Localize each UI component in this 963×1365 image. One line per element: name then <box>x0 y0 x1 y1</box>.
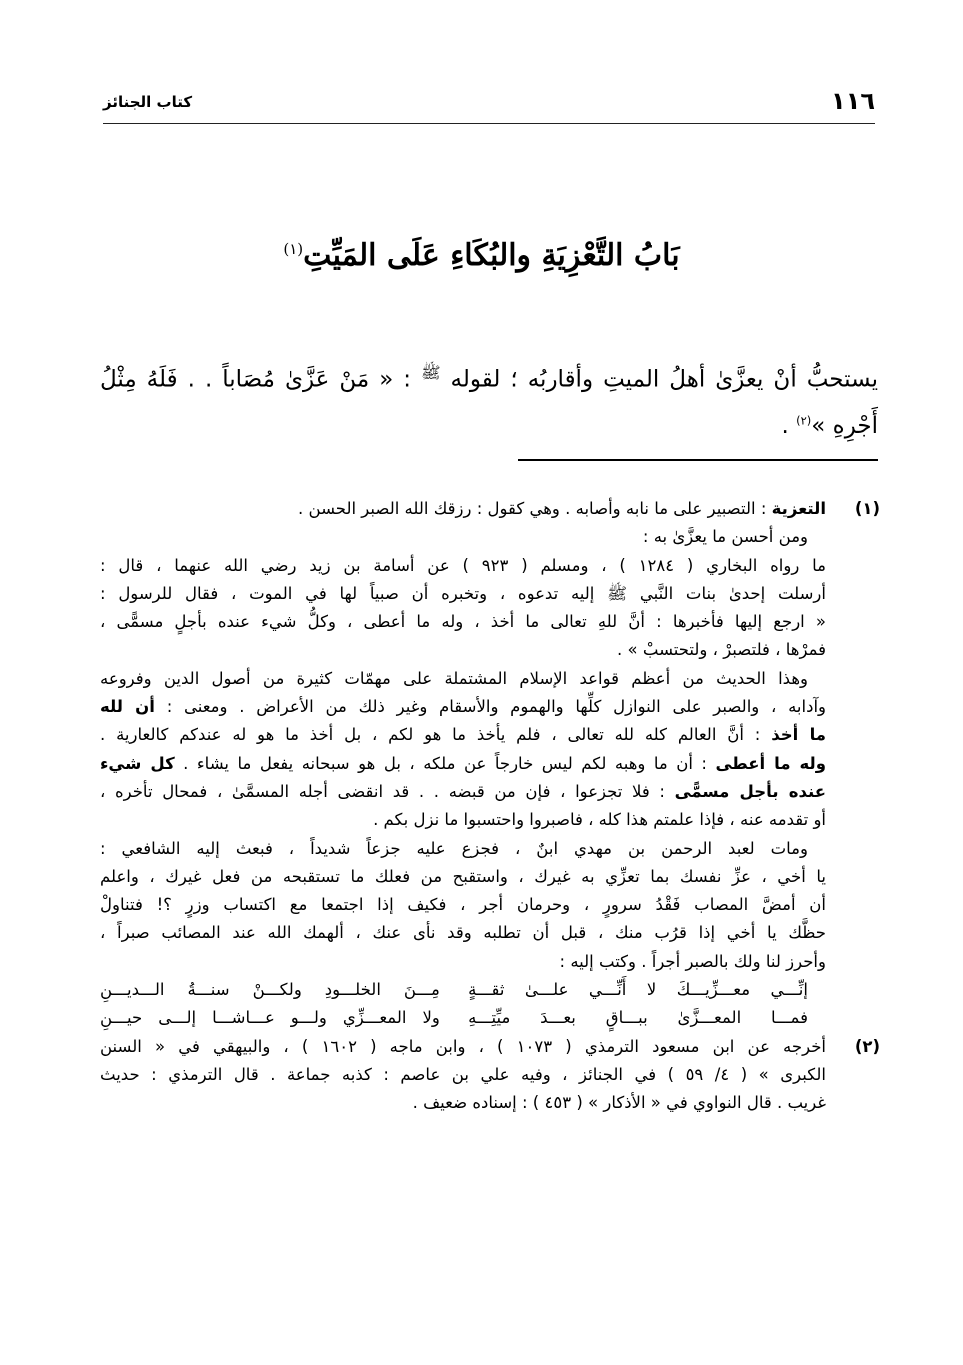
footnote-term: التعزية <box>771 499 826 518</box>
footnote-line: ومن أحسن ما يعزَّىٰ به : <box>642 527 808 547</box>
poem-first-hemistich: إنِّـــي معـــزِّيـــكَ لا أَنِّـــي علـــىٰ ثقـــةٍ <box>468 980 808 1000</box>
footnote-2 <box>100 1033 880 1118</box>
poem-second-hemistich: ولا المعـــزِّي ولـــو عـــاشـــا إلـــى حيـــنِ <box>100 1008 440 1028</box>
footnote-line: غريب . قال النواوي في « الأذكار » ( ٤٥٣ ) : إسناده ضعيف . <box>412 1093 826 1113</box>
footnote-line <box>100 721 826 749</box>
footnote-line <box>100 495 826 523</box>
poem-verse <box>100 1004 808 1032</box>
footnote-term: كل شيء <box>100 753 175 773</box>
footnotes-section <box>100 495 880 1118</box>
footnote-line: « ارجع إليها فأخبرها : أنَّ للهِ تعالى ما أخذ ، وله ما أعطى ، وكلُّ شيء عنده بأجلٍ مسمًّى ، <box>100 612 826 632</box>
poem-second-hemistich: مِـــنَ الخلـــودِ ولكـــنْ سنـــةُ الـــديـــنِ <box>100 980 440 1000</box>
footnote-line: حظَّك يا أخي إذا قرُب منك ، قبل أن تطلبه وقد نأى عنك ، ألهمك الله عند المصائب صبراً ، <box>100 923 826 943</box>
footnote-term: عنده بأجل مسمًّى <box>674 781 826 801</box>
main-paragraph <box>100 350 878 449</box>
footnote-line <box>100 750 826 778</box>
footnote-line <box>100 693 826 721</box>
footnote-marker: (٢) <box>854 1036 880 1056</box>
footnote-text: : فلا تجزعوا ، فإن من قبضه . . قد انقضى أجله المسمَّىٰ ، فمحال تأخره ، <box>100 781 665 801</box>
footnote-marker: (١) <box>854 499 880 518</box>
footnote-line <box>100 778 826 806</box>
footnote-line: أخرجه عن ابن مسعود الترمذي ( ١٠٧٣ ) ، وابن ماجه ( ١٦٠٢ ) ، والبيهقي في « السنن <box>100 1036 826 1056</box>
running-header <box>103 88 875 118</box>
header-divider <box>103 123 875 124</box>
footnote-line: أرسلت إحدىٰ بنات النَّبي ﷺ إليه تدعوه ، وتخبره أن صبياً لها في الموت ، فقال للرسول : <box>100 583 826 603</box>
poem <box>100 976 826 1033</box>
poem-verse <box>100 976 808 1004</box>
footnote-separator <box>518 459 878 461</box>
footnote-line: أن أمضَّ المصاب فَقْدُ سرورٍ ، وحرمان أجر ، فكيف إذا اجتمعا مع اكتساب وزرٍ ؟! فتناولْ <box>100 895 826 915</box>
footnote-term: أن لله <box>100 697 155 717</box>
footnote-text: وآدابه ، والصبر على النوازل كلِّها والهموم والأسقام وغير ذلك من الأعراض . ومعنى : <box>166 697 827 717</box>
footnote-line: الكبرى » ( ٤/ ٥٩ ) في الجنائز ، وفيه علي بن عاصم : كذبه جماعة . قال الترمذي : حديث <box>100 1064 826 1084</box>
footnote-text: : أنَّ العالم كله لله تعالى ، فلم يأخذ ما هو لكم ، بل أخذ ما هو له عندكم كالعارية . <box>100 725 761 745</box>
footnote-1 <box>100 495 880 1033</box>
footnote-line: وهذا الحديث من أعظم قواعد الإسلام المشتملة على مهمّات كثيرة من أصول الدين وفروعه <box>100 668 808 688</box>
main-text-part1: يستحبُّ أنْ يعزَّىٰ أهلُ الميتِ وأقاربُه ؛ لقوله <box>450 366 879 393</box>
chapter-title <box>0 232 963 280</box>
poem-first-hemistich: فمـــا المعـــزَّىٰ ببـــاقٍ بعـــدَ ميِّتِـــهِ <box>468 1008 808 1028</box>
footnote-line: ومات لعبد الرحمن بن مهدي ابنٌ ، فجزع عليه جزعاً شديداً ، فبعث إليه الشافعي : <box>100 838 808 858</box>
main-text-part2: : « مَنْ عَزَّىٰ مُصَاباً . . فَلَهُ مِثْلُ أَجْرِهِ » <box>100 366 878 439</box>
footnote-ref-2[interactable]: (٢) <box>796 413 812 427</box>
main-text-end: . <box>781 412 789 439</box>
footnote-line: ما رواه البخاري ( ١٢٨٤ ) ، ومسلم ( ٩٢٣ ) عن أسامة بن زيد رضي الله عنهما ، قال : <box>100 555 826 575</box>
honorific-glyph: ﷺ <box>421 363 441 382</box>
book-title: كتاب الجنائز <box>103 93 193 111</box>
footnote-term: وله ما أعطى <box>715 753 827 773</box>
footnote-line: فمرْها ، فلتصبرْ ، ولتحتسبْ » . <box>617 640 826 660</box>
footnote-line: أو تقدمه عنه ، فإذا علمتم هذا كله ، فاصبروا واحتسبوا ما نزل بكم . <box>373 810 826 830</box>
footnote-text: : أن ما وهبه لكم ليس خارجاً عن ملكه ، بل هو سبحانه يفعل ما يشاء . <box>183 753 707 773</box>
footnote-line: وأحرز لنا ولك بالصبر أجراً . وكتب إليه : <box>559 951 826 971</box>
footnote-term: ما أخذ <box>771 725 827 745</box>
footnote-ref-1[interactable]: (١) <box>283 240 304 258</box>
footnote-text: : التصبير على ما نابه وأصابه . وهي كقول : رزقك الله الصبر الحسن . <box>298 499 767 518</box>
chapter-title-text: بَابُ التَّعْزِيَةِ والبُكَاءِ عَلَى المَيِّتِ <box>303 238 680 273</box>
footnote-line: يا أخي ، عزِّ نفسك بما تعزِّي به غيرك ، واستقبح من فعلك ما تستقبحه من فعل غيرك ، واعلم <box>100 866 826 886</box>
page-number: ١١٦ <box>831 87 875 115</box>
